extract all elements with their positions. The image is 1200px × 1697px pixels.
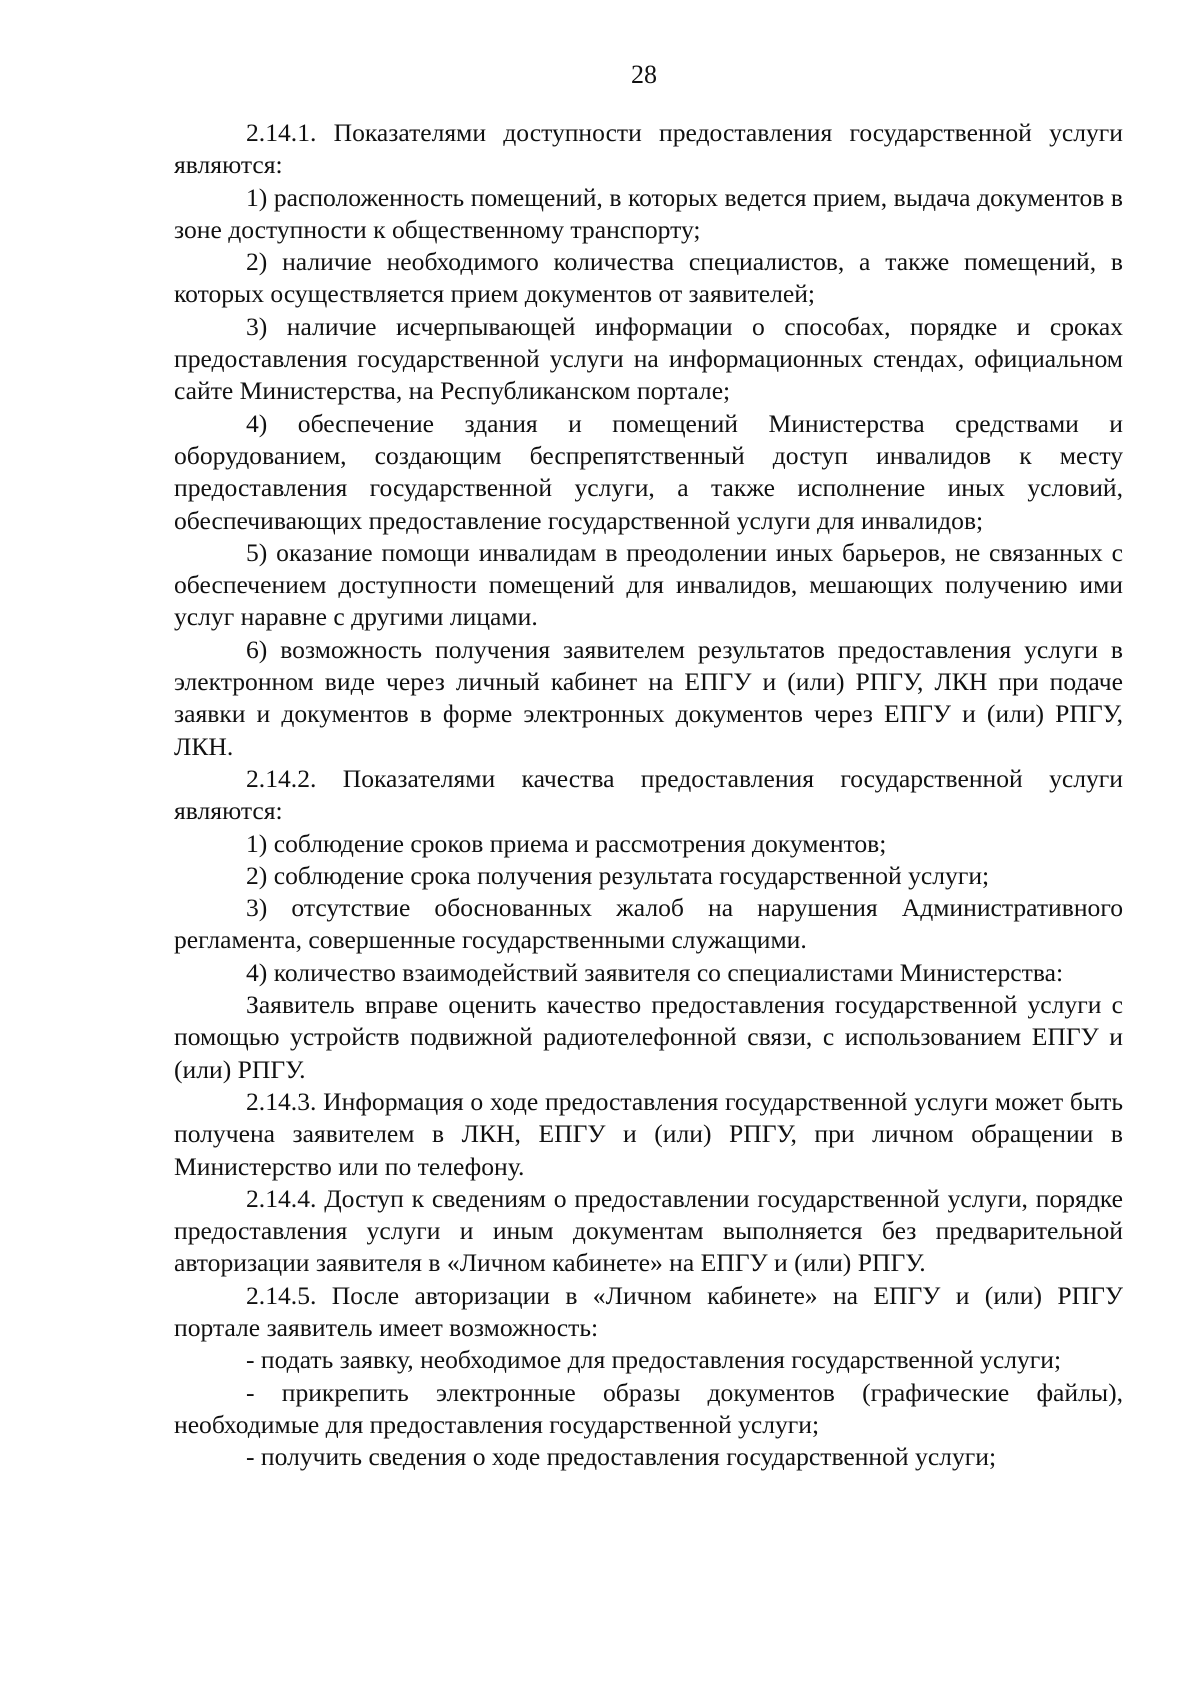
list-item-2-specialists: 2) наличие необходимого количества специалистов, а также помещений, в которых осуществляется прием документов от заявителей; [174,247,1123,309]
page-number: 28 [631,60,657,89]
portal-option-get-status: - получить сведения о ходе предоставления государственной услуги; [246,1442,997,1472]
quality-item-1-deadlines: 1) соблюдение сроков приема и рассмотрения документов; [246,828,887,858]
list-item-5-assistance: 5) оказание помощи инвалидам в преодолении иных барьеров, не связанных с обеспечением доступности помещений для инвалидов, мешающих получению ими услуг наравне с другими лицами. [174,537,1123,632]
portal-option-submit-application: - подать заявку, необходимое для предоставления государственной услуги; [246,1345,1062,1375]
paragraph-2-14-5: 2.14.5. После авторизации в «Личном кабинете» на ЕПГУ и (или) РПГУ портале заявитель имеет возможность: [174,1280,1123,1342]
list-item-3-information: 3) наличие исчерпывающей информации о способах, порядке и сроках предоставления государственной услуги на информационных стендах, официальном сайте Министерства, на Республиканском портале; [174,311,1123,406]
paragraph-2-14-4: 2.14.4. Доступ к сведениям о предоставлении государственной услуги, порядке предоставления услуги и иным документам выполняется без предварительной авторизации заявителя в «Личном кабинете» на ЕПГУ и (или) РПГУ. [174,1183,1123,1278]
quality-item-3-complaints: 3) отсутствие обоснованных жалоб на нарушения Административного регламента, совершенные государственными служащими. [174,893,1123,955]
list-item-1-location: 1) расположенность помещений, в которых ведется прием, выдача документов в зоне доступности к общественному транспорту; [174,182,1123,244]
list-item-6-electronic-result: 6) возможность получения заявителем результатов предоставления услуги в электронном виде через личный кабинет на ЕПГУ и (или) РПГУ, ЛКН при подаче заявки и документов в форме электронных документов через ЕПГУ и (или) РПГУ, ЛКН. [174,634,1123,761]
list-item-4-accessibility: 4) обеспечение здания и помещений Министерства средствами и оборудованием, создающим беспрепятственный доступ инвалидов к месту предоставления государственной услуги, а также исполнение иных условий, обеспечивающих предоставление государственной услуги для инвалидов; [174,408,1123,535]
paragraph-2-14-3: 2.14.3. Информация о ходе предоставления государственной услуги может быть получена заявителем в ЛКН, ЕПГУ и (или) РПГУ, при личном обращении в Министерство или по телефону. [174,1086,1123,1181]
paragraph-2-14-2: 2.14.2. Показателями качества предоставления государственной услуги являются: [174,763,1123,826]
quality-item-4-interactions: 4) количество взаимодействий заявителя со специалистами Министерства: [246,957,1064,987]
paragraph-2-14-1: 2.14.1. Показателями доступности предоставления государственной услуги являются: [174,118,1123,180]
portal-option-attach-documents: - прикрепить электронные образы документов (графические файлы), необходимые для предоставления государственной услуги; [174,1377,1123,1439]
quality-item-2-result-term: 2) соблюдение срока получения результата государственной услуги; [246,860,990,890]
document-body [174,117,1123,1473]
paragraph-quality-assessment: Заявитель вправе оценить качество предоставления государственной услуги с помощью устройств подвижной радиотелефонной связи, с использованием ЕПГУ и (или) РПГУ. [174,990,1123,1084]
